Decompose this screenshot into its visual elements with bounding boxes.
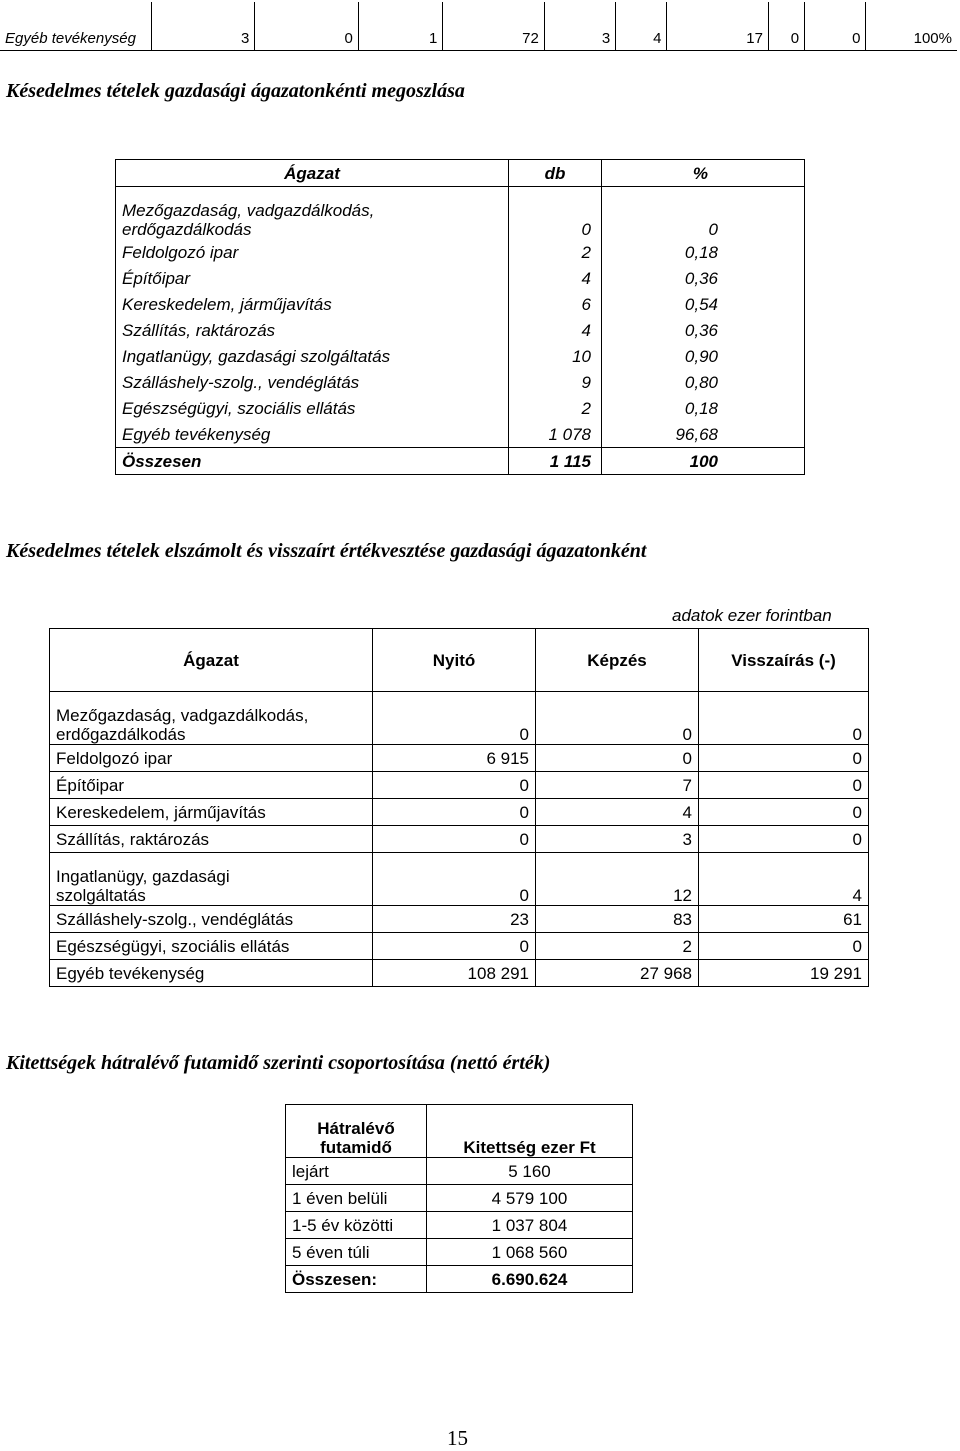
- count-cell: 0: [509, 187, 602, 240]
- maturity-label: 5 éven túli: [286, 1239, 427, 1266]
- sector-cell: Feldolgozó ipar: [122, 242, 239, 262]
- total-label: Összesen:: [286, 1266, 427, 1293]
- count-cell: 1 078: [509, 421, 602, 448]
- percent-cell: 0,54: [602, 291, 805, 317]
- count-cell: 2: [509, 239, 602, 265]
- table-row: [116, 317, 805, 343]
- formation-cell: 83: [536, 906, 699, 933]
- maturity-label: 1 éven belüli: [286, 1185, 427, 1212]
- count-cell: 2: [509, 395, 602, 421]
- row-value: 1: [358, 2, 442, 51]
- sector-cell: Egészségügyi, szociális ellátás: [122, 398, 356, 418]
- section-heading: Késedelmes tételek gazdasági ágazatonkénti megoszlása: [6, 80, 465, 102]
- sector-cell: Szálláshely-szolg., vendéglátás: [122, 372, 360, 392]
- formation-cell: 0: [536, 692, 699, 745]
- table-row: [50, 772, 869, 799]
- sector-cell: Egészségügyi, szociális ellátás: [50, 933, 373, 960]
- formation-cell: 3: [536, 826, 699, 853]
- total-count: 1 115: [509, 448, 602, 475]
- row-value: 4: [616, 2, 667, 51]
- row-value: 72: [443, 2, 545, 51]
- column-header: db: [509, 160, 602, 187]
- maturity-label: lejárt: [286, 1158, 427, 1185]
- formation-cell: 0: [536, 745, 699, 772]
- column-header: %: [602, 160, 805, 187]
- opening-cell: 0: [373, 772, 536, 799]
- sector-cell: Építőipar: [122, 268, 191, 288]
- section-heading: Késedelmes tételek elszámolt és visszaírt értékvesztése gazdasági ágazatonként: [6, 540, 647, 562]
- page-number: 15: [447, 1426, 468, 1450]
- count-cell: 4: [509, 265, 602, 291]
- opening-cell: 0: [373, 799, 536, 826]
- table-row: [50, 745, 869, 772]
- formation-cell: 2: [536, 933, 699, 960]
- sector-cell: Kereskedelem, járműjavítás: [50, 799, 373, 826]
- percent-cell: 0,90: [602, 343, 805, 369]
- table-row: [50, 960, 869, 987]
- sector-cell: Kereskedelem, járműjavítás: [122, 294, 332, 314]
- opening-cell: 6 915: [373, 745, 536, 772]
- row-value: 3: [151, 2, 255, 51]
- table-row: [50, 933, 869, 960]
- column-header: Kitettség ezer Ft: [427, 1105, 633, 1158]
- sector-cell: Egyéb tevékenység: [122, 424, 271, 444]
- percent-cell: 0,18: [602, 239, 805, 265]
- unit-note: adatok ezer forintban: [672, 606, 832, 625]
- row-value: 3: [544, 2, 615, 51]
- table-row: [286, 1239, 633, 1266]
- total-label: Összesen: [116, 448, 509, 475]
- table-row: [116, 369, 805, 395]
- column-header: Visszaírás (-): [699, 629, 869, 692]
- total-percent: 100: [602, 448, 805, 475]
- exposure-value: 4 579 100: [427, 1185, 633, 1212]
- column-header: Ágazat: [116, 160, 509, 187]
- count-cell: 9: [509, 369, 602, 395]
- table-row: [116, 343, 805, 369]
- opening-cell: 0: [373, 826, 536, 853]
- column-header: Hátralévő futamidő: [286, 1105, 427, 1158]
- count-cell: 4: [509, 317, 602, 343]
- percent-cell: 96,68: [602, 421, 805, 448]
- sector-cell: Építőipar: [50, 772, 373, 799]
- formation-cell: 27 968: [536, 960, 699, 987]
- row-value: 17: [667, 2, 769, 51]
- reversal-cell: 0: [699, 745, 869, 772]
- sector-cell: Egyéb tevékenység: [50, 960, 373, 987]
- sector-cell: Szállítás, raktározás: [50, 826, 373, 853]
- row-value: 0: [255, 2, 359, 51]
- sector-cell: Ingatlanügy, gazdasági szolgáltatás: [50, 853, 373, 906]
- maturity-table: [285, 1104, 633, 1293]
- column-header: Ágazat: [50, 629, 373, 692]
- column-header: Képzés: [536, 629, 699, 692]
- table-row: [50, 692, 869, 745]
- opening-cell: 0: [373, 853, 536, 906]
- percent-cell: 0,36: [602, 317, 805, 343]
- sector-distribution-table: [115, 159, 805, 475]
- total-row: [286, 1266, 633, 1293]
- percent-cell: 0,18: [602, 395, 805, 421]
- reversal-cell: 0: [699, 772, 869, 799]
- percent-cell: 0,80: [602, 369, 805, 395]
- count-cell: 10: [509, 343, 602, 369]
- exposure-value: 1 037 804: [427, 1212, 633, 1239]
- table-row: [50, 826, 869, 853]
- reversal-cell: 4: [699, 853, 869, 906]
- impairment-table: [49, 628, 869, 987]
- table-row: [286, 1212, 633, 1239]
- table-row: [286, 1185, 633, 1212]
- exposure-value: 1 068 560: [427, 1239, 633, 1266]
- exposure-value: 5 160: [427, 1158, 633, 1185]
- count-cell: 6: [509, 291, 602, 317]
- column-header: Nyitó: [373, 629, 536, 692]
- total-value: 6.690.624: [427, 1266, 633, 1293]
- table-row: [50, 853, 869, 906]
- row-value: 0: [768, 2, 804, 51]
- reversal-cell: 61: [699, 906, 869, 933]
- formation-cell: 7: [536, 772, 699, 799]
- table-row: [286, 1158, 633, 1185]
- reversal-cell: 19 291: [699, 960, 869, 987]
- sector-cell: Mezőgazdaság, vadgazdálkodás, erdőgazdálkodás: [50, 692, 373, 745]
- total-row: [116, 448, 805, 475]
- opening-cell: 0: [373, 692, 536, 745]
- reversal-cell: 0: [699, 933, 869, 960]
- sector-cell: Szállítás, raktározás: [122, 320, 276, 340]
- table-row: [116, 187, 805, 240]
- table-row: [116, 239, 805, 265]
- table-row: [50, 799, 869, 826]
- reversal-cell: 0: [699, 826, 869, 853]
- section-heading: Kitettségek hátralévő futamidő szerinti csoportosítása (nettó érték): [6, 1052, 551, 1074]
- reversal-cell: 0: [699, 799, 869, 826]
- table-row: [50, 906, 869, 933]
- row-value: 0: [805, 2, 866, 51]
- table-row: [116, 291, 805, 317]
- table-row: [116, 421, 805, 448]
- row-label: Egyéb tevékenység: [0, 2, 151, 51]
- formation-cell: 12: [536, 853, 699, 906]
- percent-cell: 0,36: [602, 265, 805, 291]
- row-value: 100%: [866, 2, 957, 51]
- table-row: [116, 265, 805, 291]
- previous-table-row: [0, 2, 957, 51]
- maturity-label: 1-5 év közötti: [286, 1212, 427, 1239]
- formation-cell: 4: [536, 799, 699, 826]
- sector-cell: Feldolgozó ipar: [50, 745, 373, 772]
- table-row: [116, 395, 805, 421]
- sector-cell: Ingatlanügy, gazdasági szolgáltatás: [122, 346, 391, 366]
- opening-cell: 108 291: [373, 960, 536, 987]
- opening-cell: 23: [373, 906, 536, 933]
- sector-cell: Mezőgazdaság, vadgazdálkodás, erdőgazdálkodás: [122, 201, 375, 239]
- reversal-cell: 0: [699, 692, 869, 745]
- sector-cell: Szálláshely-szolg., vendéglátás: [50, 906, 373, 933]
- percent-cell: 0: [602, 187, 805, 240]
- opening-cell: 0: [373, 933, 536, 960]
